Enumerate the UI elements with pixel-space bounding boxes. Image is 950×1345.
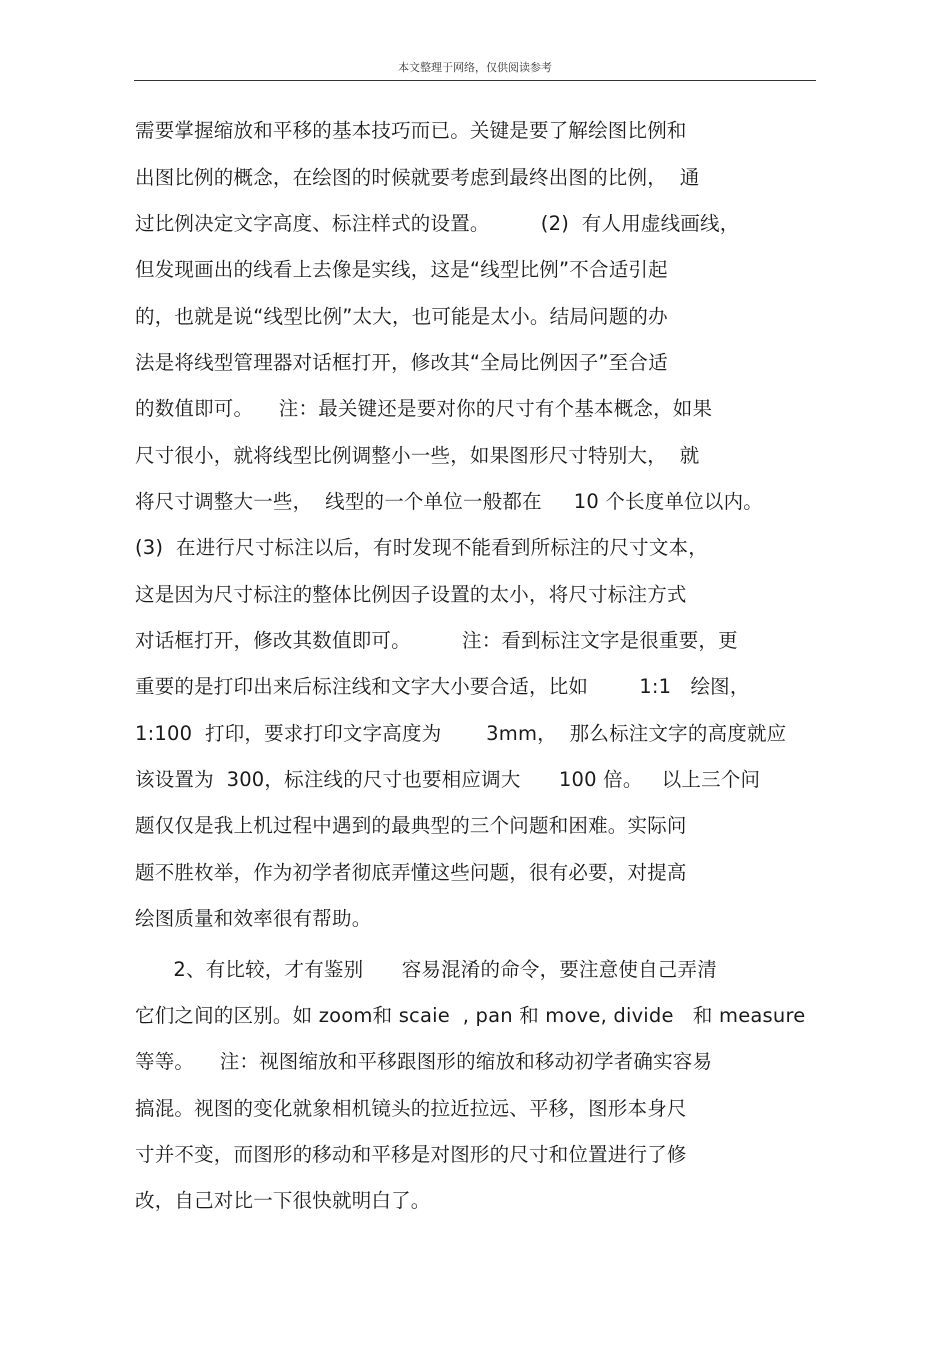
body-line: 将尺寸调整大一些， 线型的一个单位一般都在 10 个长度单位以内。 [135,490,764,513]
body-line: 过比例决定文字高度、标注样式的设置。 (2) 有人用虚线画线， [135,212,740,235]
body-line: 但发现画出的线看上去像是实线，这是“线型比例”不合适引起 [135,258,668,281]
body-line: 尺寸很小，就将线型比例调整小一些，如果图形尺寸特别大， 就 [135,444,700,467]
page-header: 本文整理于网络，仅供阅读参考 [398,61,552,74]
body-line: 绘图质量和效率很有帮助。 [135,907,372,930]
body-line: 搞混。视图的变化就象相机镜头的拉近拉远、平移，图形本身尺 [135,1097,687,1120]
body-line: 该设置为 300，标注线的尺寸也要相应调大 100 倍。 以上三个问 [135,768,761,791]
body-line: 等等。 注：视图缩放和平移跟图形的缩放和移动初学者确实容易 [135,1050,713,1073]
body-line: 这是因为尺寸标注的整体比例因子设置的太小，将尺寸标注方式 [135,583,687,606]
body-line: 需要掌握缩放和平移的基本技巧而已。关键是要了解绘图比例和 [135,119,687,142]
body-line: 2、有比较，才有鉴别 容易混淆的命令，要注意使自己弄清 [135,958,717,981]
body-line: 出图比例的概念，在绘图的时候就要考虑到最终出图的比例， 通 [135,166,700,189]
body-line: 题不胜枚举，作为初学者彻底弄懂这些问题，很有必要，对提高 [135,861,687,884]
body-line: 它们之间的区别。如 zoom和 scaie , pan 和 move, divide 和 measure [135,1004,806,1027]
body-line: 1:100 打印，要求打印文字高度为 3mm， 那么标注文字的高度就应 [135,722,787,745]
header-divider [134,80,816,81]
body-line: 对话框打开，修改其数值即可。 注：看到标注文字是很重要，更 [135,629,738,652]
body-line: 的，也就是说“线型比例”太大，也可能是太小。结局问题的办 [135,305,668,328]
body-line: 改，自己对比一下很快就明白了。 [135,1189,431,1212]
body-line: 的数值即可。 注：最关键还是要对你的尺寸有个基本概念，如果 [135,397,713,420]
body-line: 寸并不变，而图形的移动和平移是对图形的尺寸和位置进行了修 [135,1143,687,1166]
body-line: (3) 在进行尺寸标注以后，有时发现不能看到所标注的尺寸文本， [135,536,708,559]
body-line: 题仅仅是我上机过程中遇到的最典型的三个问题和困难。实际问 [135,814,687,837]
body-line: 重要的是打印出来后标注线和文字大小要合适，比如 1:1 绘图， [135,675,750,698]
body-line: 法是将线型管理器对话框打开，修改其“全局比例因子”至合适 [135,351,668,374]
